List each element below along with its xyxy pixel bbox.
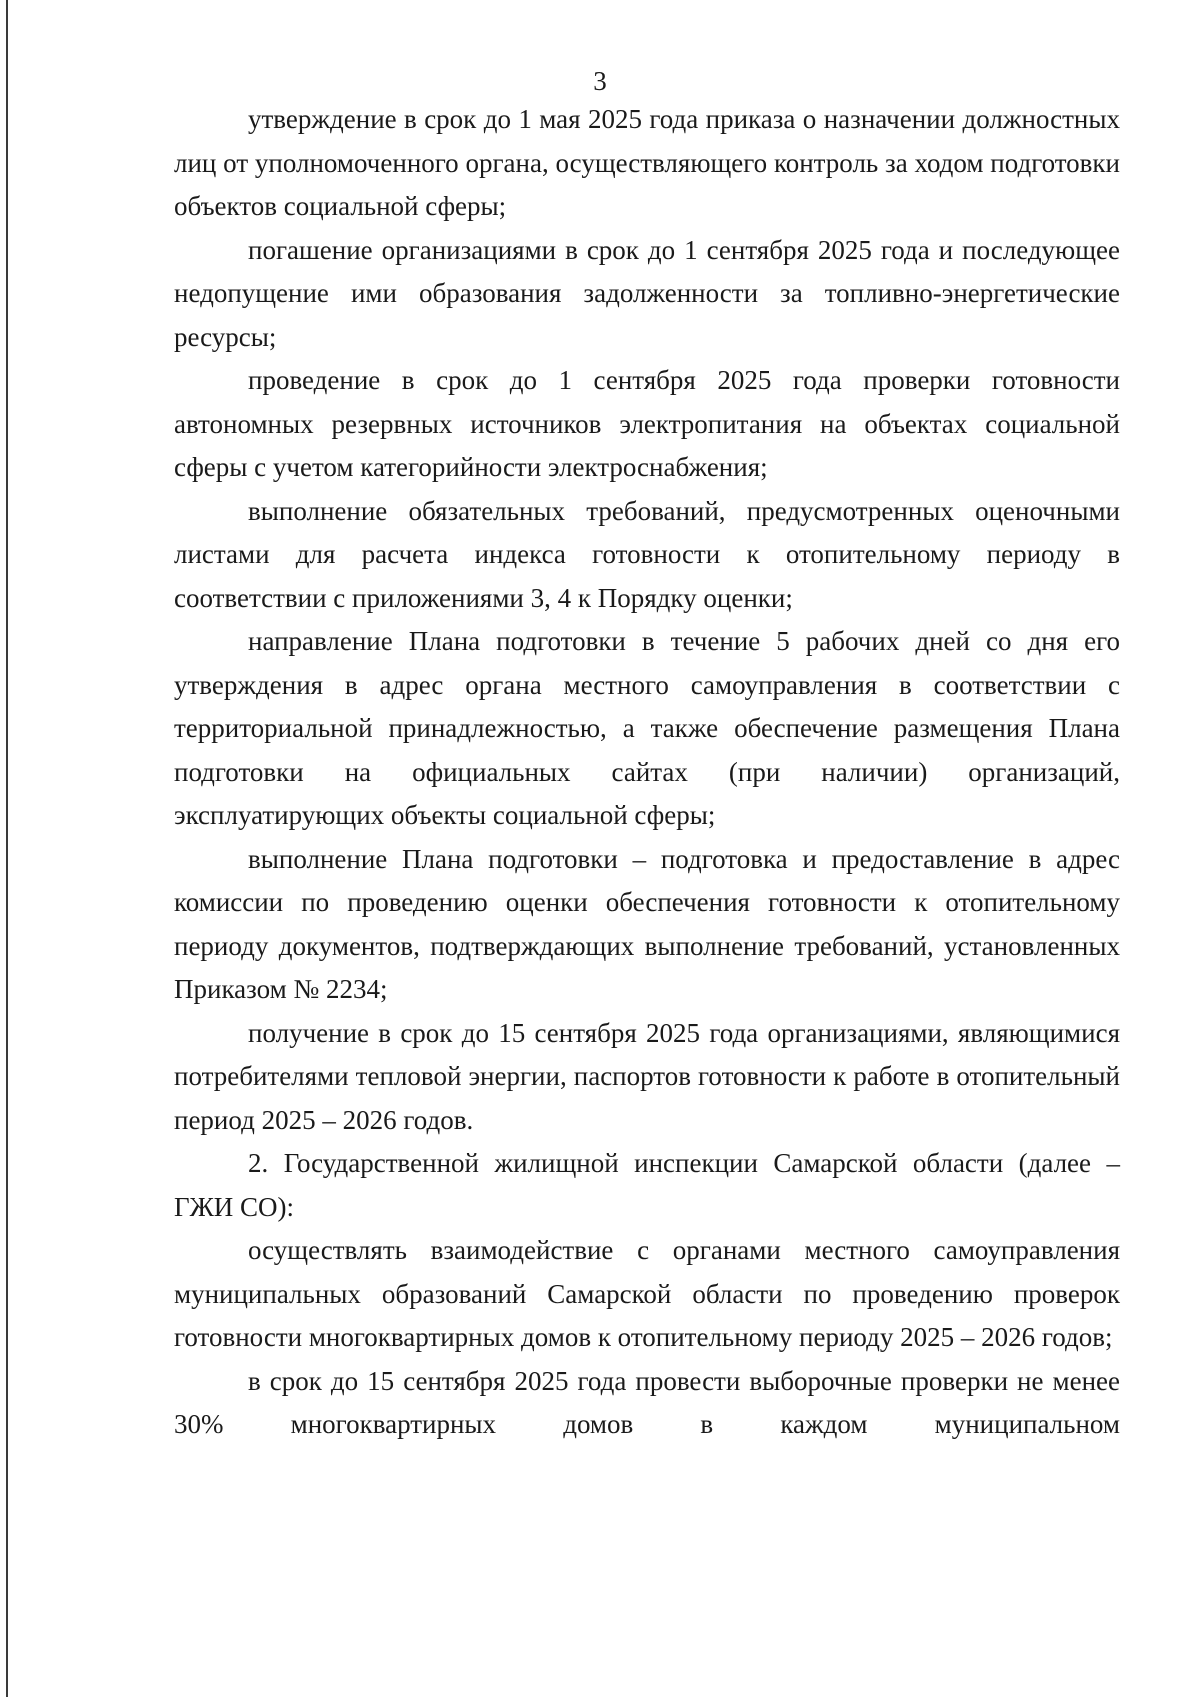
paragraph-plan-submission: направление Плана подготовки в течение 5 рабочих дней со дня его утверждения в адрес органа местного самоуправления в соответствии с территориальной принадлежностью, а также обеспечение размещения Плана подготовки на официальных сайтах (при наличии) организаций, эксплуатирующих объекты социальной сферы; (174, 626, 1120, 830)
paragraph-interaction: осуществлять взаимодействие с органами местного самоуправления муниципальных образований Самарской области по проведению проверок готовности многоквартирных домов к отопительному периоду 2025 – 2026 годов; (174, 1235, 1120, 1352)
paragraph-power-check: проведение в срок до 1 сентября 2025 года проверки готовности автономных резервных источников электропитания на объектах социальной сферы с учетом категорийности электроснабжения; (174, 365, 1120, 482)
paragraph-selective-checks: в срок до 15 сентября 2025 года провести выборочные проверки не менее 30% многоквартирных домов в каждом муниципальном (174, 1365, 1120, 1439)
paragraph-plan-execution: выполнение Плана подготовки – подготовка и предоставление в адрес комиссии по проведению оценки обеспечения готовности к отопительному периоду документов, подтверждающих выполнение требований, установленных Приказом № 2234; (174, 843, 1120, 1004)
paragraph-approval-order: утверждение в срок до 1 мая 2025 года приказа о назначении должностных лиц от уполномоченного органа, осуществляющего контроль за ходом подготовки объектов социальной сферы; (174, 104, 1120, 221)
document-body (174, 98, 1120, 1447)
paragraph-debt-repayment: погашение организациями в срок до 1 сентября 2025 года и последующее недопущение ими образования задолженности за топливно-энергетические ресурсы; (174, 234, 1120, 352)
page-number: 3 (593, 66, 607, 96)
paragraph-mandatory-requirements: выполнение обязательных требований, предусмотренных оценочными листами для расчета индекса готовности к отопительному периоду в соответствии с приложениями 3, 4 к Порядку оценки; (174, 495, 1120, 613)
scan-edge-line (6, 0, 8, 1697)
paragraph-readiness-passports: получение в срок до 15 сентября 2025 года организациями, являющимися потребителями тепловой энергии, паспортов готовности к работе в отопительный период 2025 – 2026 годов. (174, 1017, 1120, 1135)
paragraph-housing-inspection: 2. Государственной жилищной инспекции Самарской области (далее – ГЖИ СО): (174, 1148, 1120, 1222)
